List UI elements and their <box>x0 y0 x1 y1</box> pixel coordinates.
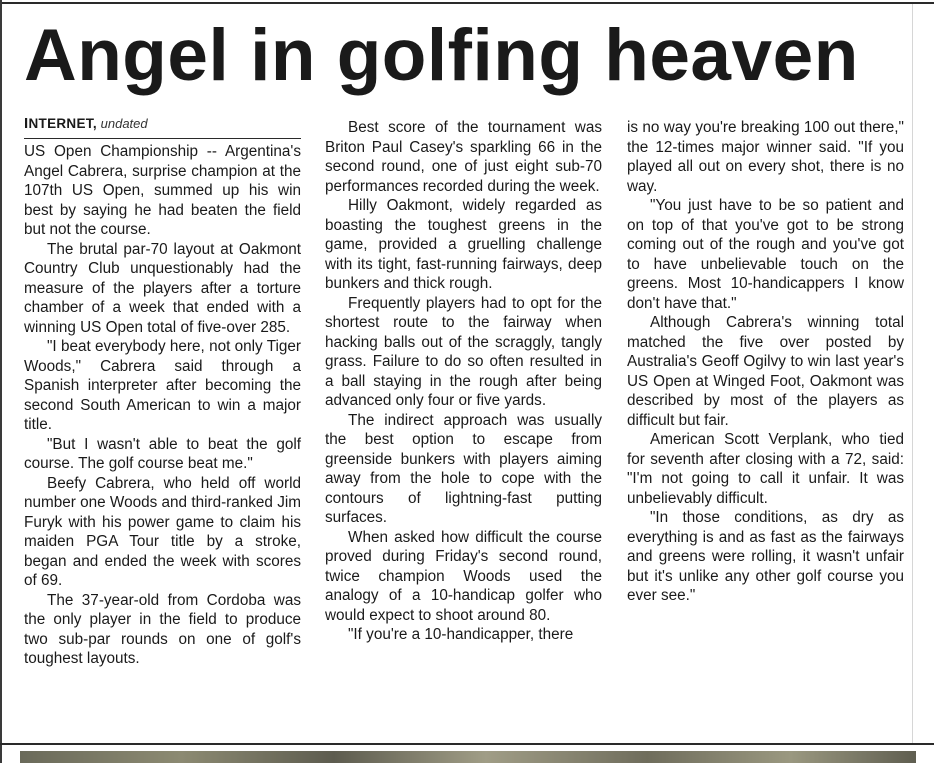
paragraph: "I beat everybody here, not only Tiger Woods," Cabrera said through a Spanish interpreter after becoming the second South American to win a major title. <box>24 338 301 433</box>
paragraph: Frequently players had to opt for the shortest route to the fairway when hacking balls out of the scraggly, tangly grass. Failure to do so often resulted in a ball staying in the rough after being advanced only four or five yards. <box>325 294 602 409</box>
paragraph: The 37-year-old from Cordoba was the only player in the field to produce two sub-par rounds on one of golf's toughest layouts. <box>24 591 301 667</box>
right-rule <box>912 4 913 744</box>
paragraph: Although Cabrera's winning total matched the five over posted by Australia's Geoff Ogilvy to win last year's US Open at Winged Foot, Oakmont was described by most of the players as difficult but fair. <box>627 314 904 429</box>
paragraph: Best score of the tournament was Briton Paul Casey's sparkling 66 in the second round, one of just eight sub-70 performances recorded during the week. <box>325 119 602 195</box>
paragraph: is no way you're breaking 100 out there," the 12-times major winner said. "If you played all out on every shot, there is no way. <box>627 119 904 195</box>
dateline-date: undated <box>100 116 148 131</box>
paragraph: "In those conditions, as dry as everything is and as fast as the fairways and greens were rolling, it wasn't unfair but it's unlike any other golf course you ever see." <box>627 509 904 604</box>
article-column-1 <box>24 115 301 669</box>
dateline <box>24 115 301 139</box>
bottom-rule <box>0 743 934 745</box>
headline: Angel in golfing heaven <box>24 15 859 96</box>
paragraph: American Scott Verplank, who tied for seventh after closing with a 72, said: "I'm not going to call it unfair. It was unbelievably difficult. <box>627 431 904 507</box>
paragraph: "But I wasn't able to beat the golf course. The golf course beat me." <box>24 435 301 472</box>
paragraph: US Open Championship -- Argentina's Angel Cabrera, surprise champion at the 107th US Open, summed up his win best by saying he had beaten the field but not the course. <box>24 143 301 238</box>
top-rule <box>0 2 934 4</box>
photo-strip <box>20 751 916 763</box>
dateline-source: INTERNET, <box>24 115 97 132</box>
article-column-3 <box>627 118 904 606</box>
paragraph: "If you're a 10-handicapper, there <box>348 626 574 643</box>
paragraph: The indirect approach was usually the best option to escape from greenside bunkers with players aiming away from the hole to cope with the contours of lightning-fast putting surfaces. <box>325 411 602 526</box>
left-rule <box>0 0 2 763</box>
paragraph: The brutal par-70 layout at Oakmont Country Club unquestionably had the measure of the players after a torture chamber of a week that ended with a winning US Open total of five-over 285. <box>24 240 301 336</box>
paragraph: "You just have to be so patient and on top of that you've got to be strong coming out of the rough and you've got to have unbelievable touch on the greens. Most 10-handicappers I know don't have that." <box>627 197 904 312</box>
paragraph: When asked how difficult the course proved during Friday's second round, twice champion Woods used the analogy of a 10-handicap golfer who would expect to shoot around 80. <box>325 528 602 624</box>
paragraph: Hilly Oakmont, widely regarded as boasting the toughest greens in the game, provided a gruelling challenge with its tight, fast-running fairways, deep bunkers and thick rough. <box>325 197 602 292</box>
article-column-2 <box>325 118 602 645</box>
paragraph: Beefy Cabrera, who held off world number one Woods and third-ranked Jim Furyk with his power game to claim his maiden PGA Tour title by a stroke, began and ended the week with scores of 69. <box>24 474 301 589</box>
